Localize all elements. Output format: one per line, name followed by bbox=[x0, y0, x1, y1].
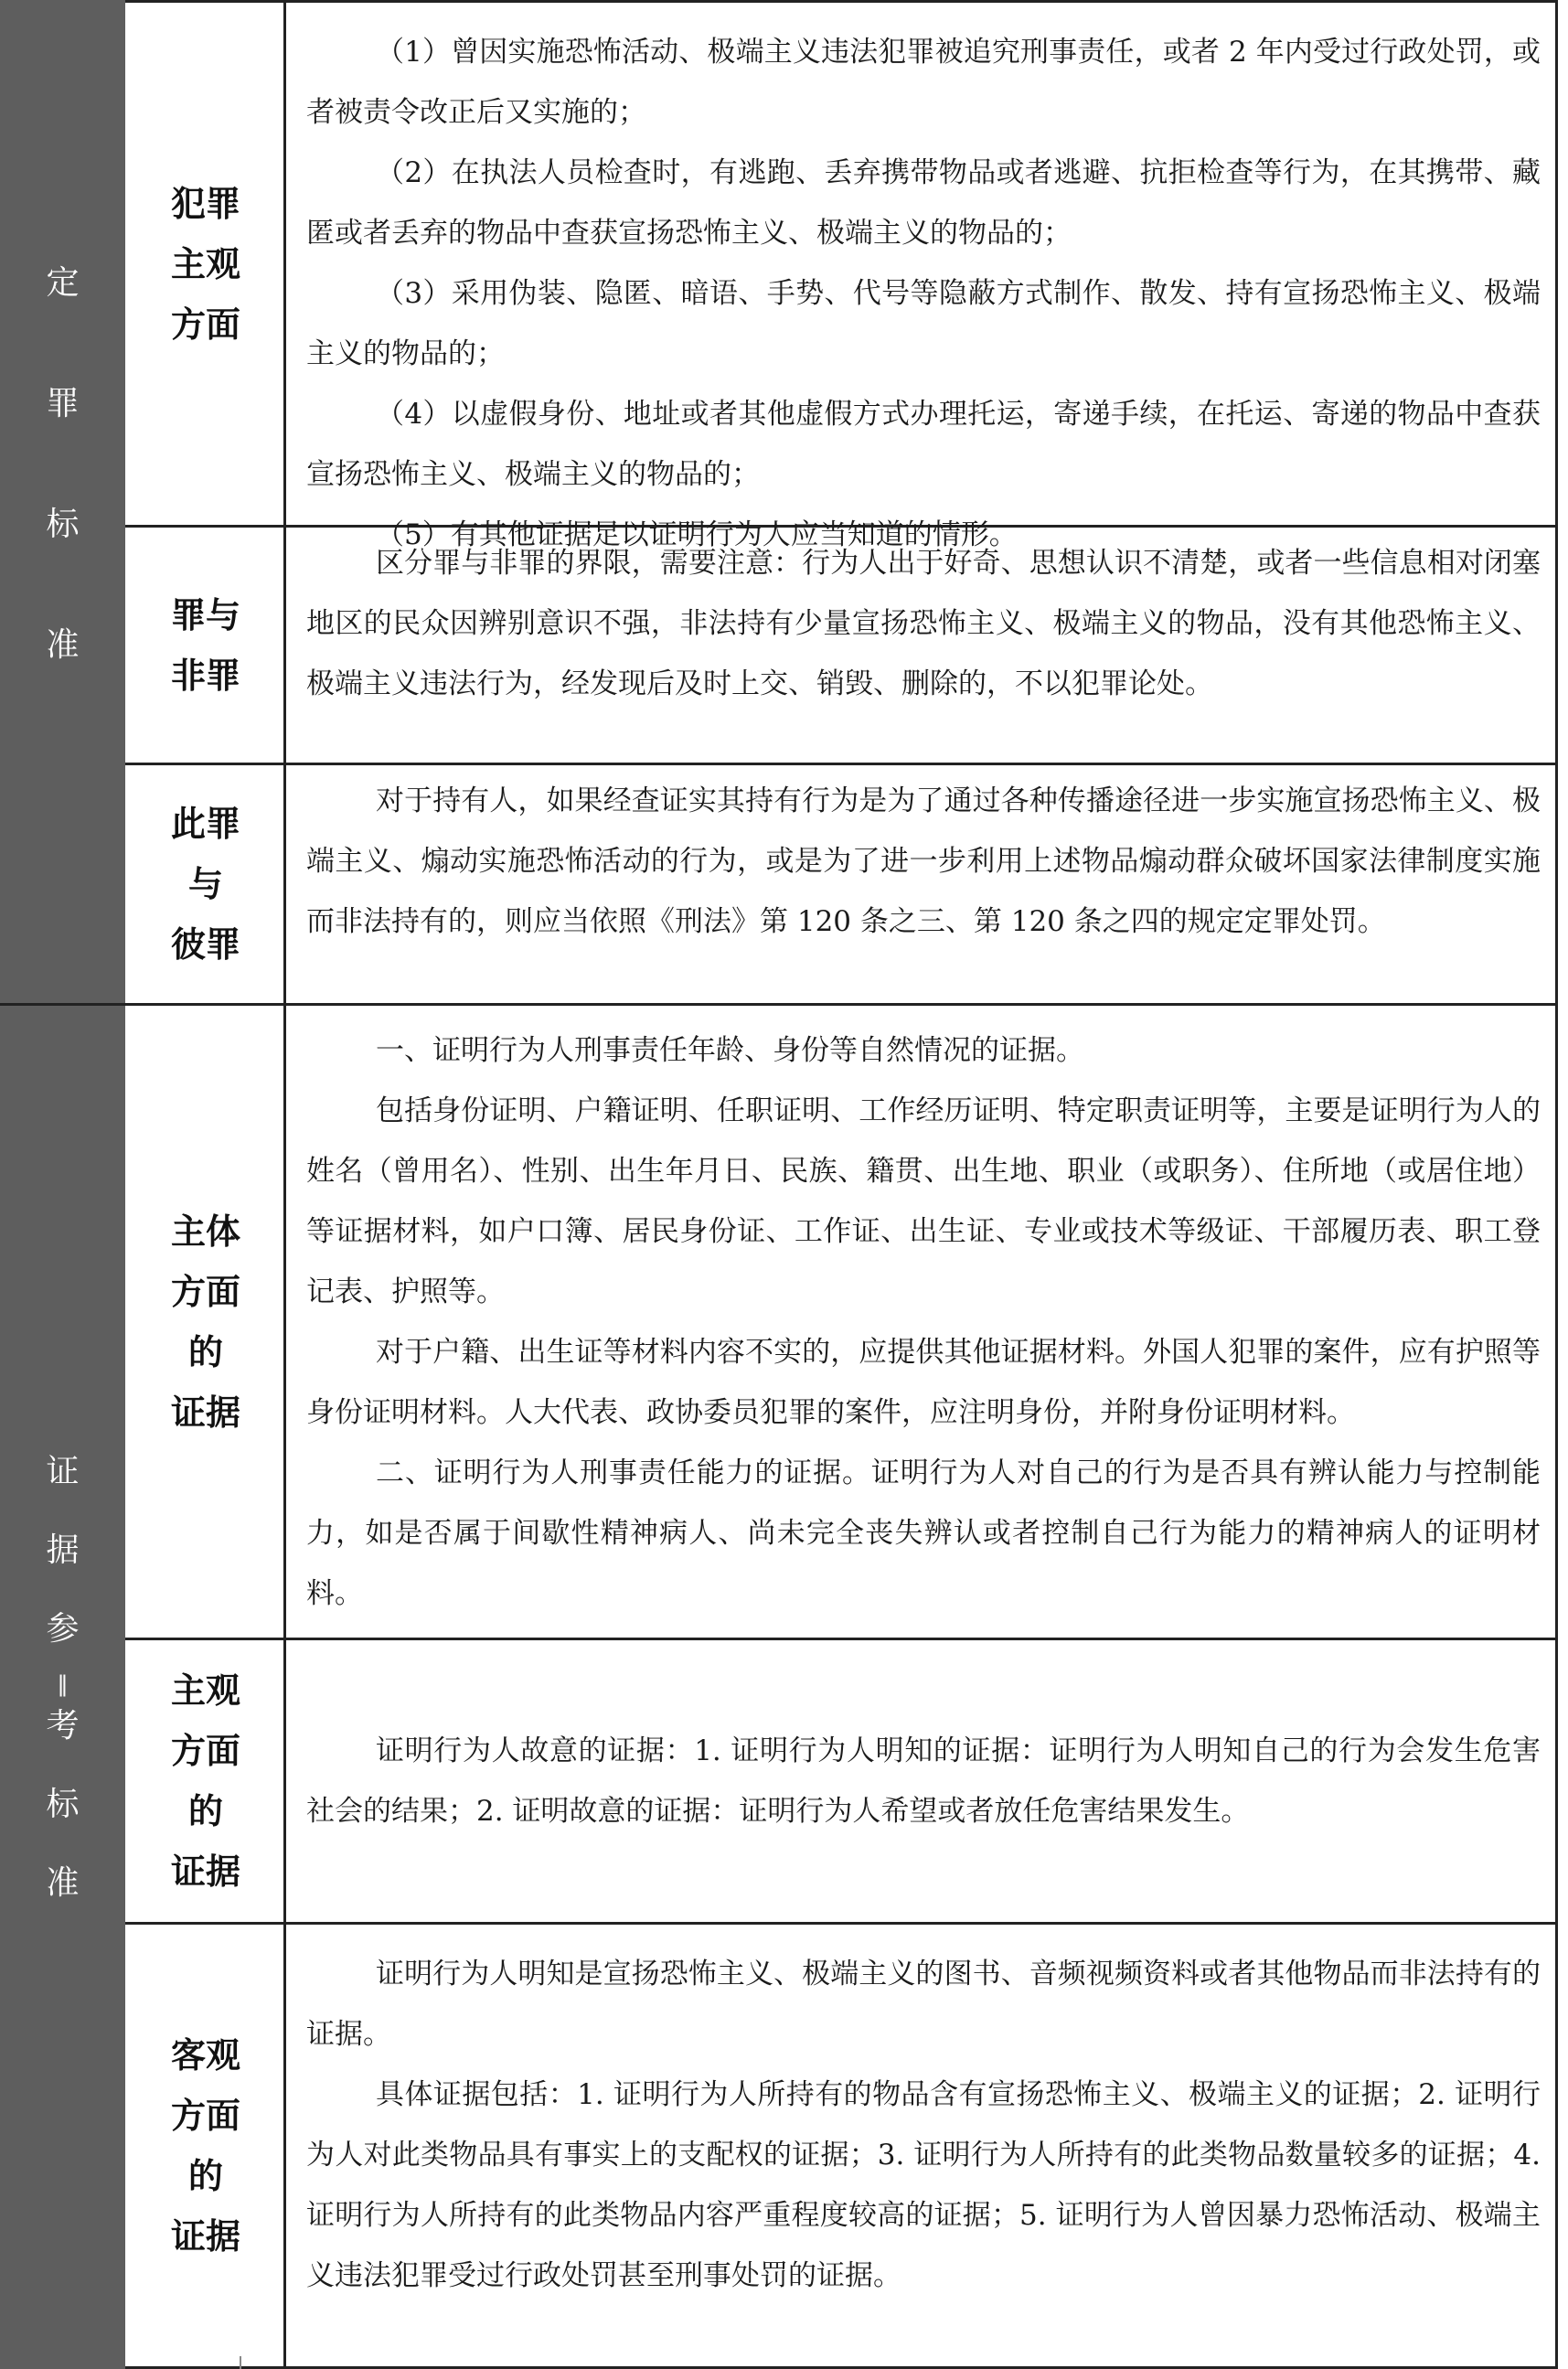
table-foot-mark bbox=[240, 2356, 241, 2369]
section-label-evidence-reference-standard bbox=[0, 1006, 125, 2369]
paragraph: （4）以虚假身份、地址或者其他虚假方式办理托运，寄递手续，在托运、寄递的物品中查获宣扬恐怖主义、极端主义的物品的； bbox=[306, 398, 1541, 491]
paragraph: 二、证明行为人刑事责任能力的证据。证明行为人对自己的行为是否具有辨认能力与控制能力，如是否属于间歇性精神病人、尚未完全丧失辨认或者控制自己行为能力的精神病人的证明材料。 bbox=[306, 1457, 1541, 1610]
category-label: 主观 方面 的 证据 bbox=[170, 1670, 240, 1892]
row-content bbox=[306, 1020, 1541, 1624]
category-label: 此罪 与 彼罪 bbox=[170, 804, 240, 965]
row-category-subjective-aspect bbox=[128, 3, 283, 525]
section-label-char: 证 bbox=[46, 1453, 80, 1490]
paragraph: （5）有其他证据足以证明行为人应当知道的情形。 bbox=[376, 518, 1018, 551]
section-label-char: 准 bbox=[46, 1864, 80, 1902]
paragraph: 具体证据包括：1. 证明行为人所持有的物品含有宣扬恐怖主义、极端主义的证据；2. 证明行为人对此类物品具有事实上的支配权的证据；3. 证明行为人所持有的此类物品数量较多的证据；4. 证明行为人所持有的此类物品内容严重程度较高的证据；5. 证明行为人曾因暴力恐怖活动、极端主义违法犯罪受过行政处罚甚至刑事处罚的证据。 bbox=[306, 2078, 1541, 2292]
section-label-char: 标 bbox=[46, 506, 80, 543]
paragraph: 对于持有人，如果经查证实其持有行为是为了通过各种传播途径进一步实施宣扬恐怖主义、极端主义、煽动实施恐怖活动的行为，或是为了进一步利用上述物品煽动群众破坏国家法律制度实施而非法持有的，则应当依照《刑法》第 120 条之三、第 120 条之四的规定定罪处罚。 bbox=[306, 784, 1541, 938]
table-border-right bbox=[1555, 0, 1558, 2369]
category-label: 客观 方面 的 证据 bbox=[170, 2034, 240, 2257]
row-content bbox=[306, 1944, 1541, 2306]
row-divider bbox=[125, 1922, 1558, 1925]
category-label: 主体 方面 的 证据 bbox=[170, 1211, 240, 1433]
paragraph: 区分罪与非罪的界限，需要注意：行为人出于好奇、思想认识不清楚，或者一些信息相对闭塞地区的民众因辨别意识不强，非法持有少量宣扬恐怖主义、极端主义的物品，没有其他恐怖主义、极端主义违法行为，经发现后及时上交、销毁、删除的，不以犯罪论处。 bbox=[306, 547, 1541, 700]
paragraph: 证明行为人故意的证据：1. 证明行为人明知的证据：证明行为人明知自己的行为会发生危害社会的结果；2. 证明故意的证据：证明行为人希望或者放任危害结果发生。 bbox=[306, 1734, 1541, 1828]
paragraph: （1）曾因实施恐怖活动、极端主义违法犯罪被追究刑事责任，或者 2 年内受过行政处罚，或者被责令改正后又实施的； bbox=[306, 36, 1541, 129]
row-category-subjective-evidence bbox=[128, 1640, 283, 1922]
paragraph: （2）在执法人员检查时，有逃跑、丢弃携带物品或者逃避、抗拒检查等行为，在其携带、藏匿或者丢弃的物品中查获宣扬恐怖主义、极端主义的物品的； bbox=[306, 156, 1541, 250]
section-label-char: 据 bbox=[46, 1531, 80, 1569]
row-content bbox=[306, 533, 1541, 714]
section-label-char: 准 bbox=[46, 626, 80, 664]
row-category-subject-evidence bbox=[128, 1006, 283, 1638]
row-content bbox=[306, 771, 1541, 952]
paragraph: 证明行为人明知是宣扬恐怖主义、极端主义的图书、音频视频资料或者其他物品而非法持有的证据。 bbox=[306, 1958, 1541, 2051]
row-divider bbox=[125, 763, 1558, 765]
section-label-conviction-standard bbox=[0, 0, 125, 1003]
section-label-char: 罪 bbox=[46, 385, 80, 422]
row-content bbox=[306, 22, 1541, 565]
section-label-char: ‖ bbox=[57, 1671, 69, 1697]
category-label: 罪与 非罪 bbox=[170, 594, 240, 696]
section-label-char: 定 bbox=[46, 264, 80, 302]
paragraph: 包括身份证明、户籍证明、任职证明、工作经历证明、特定职责证明等，主要是证明行为人的姓名（曾用名）、性别、出生年月日、民族、籍贯、出生地、职业（或职务）、住所地（或居住地）等证据材料，如户口簿、居民身份证、工作证、出生证、专业或技术等级证、干部履历表、职工登记表、护照等。 bbox=[306, 1094, 1541, 1308]
section-label-char: 考 bbox=[46, 1707, 80, 1745]
category-label: 犯罪 主观 方面 bbox=[170, 183, 240, 345]
section-label-char: 参 bbox=[46, 1610, 80, 1648]
row-content bbox=[306, 1640, 1541, 1922]
section-label-char: 标 bbox=[46, 1786, 80, 1823]
paragraph: （3）采用伪装、隐匿、暗语、手势、代号等隐蔽方式制作、散发、持有宣扬恐怖主义、极端主义的物品的； bbox=[306, 277, 1541, 370]
table-border-top bbox=[125, 0, 1558, 3]
table-divider bbox=[283, 0, 286, 2369]
paragraph: 对于户籍、出生证等材料内容不实的，应提供其他证据材料。外国人犯罪的案件，应有护照等身份证明材料。人大代表、政协委员犯罪的案件，应注明身份，并附身份证明材料。 bbox=[306, 1336, 1541, 1429]
row-category-objective-evidence bbox=[128, 1925, 283, 2366]
row-category-crime-vs-noncrime bbox=[128, 528, 283, 763]
paragraph: 一、证明行为人刑事责任年龄、身份等自然情况的证据。 bbox=[376, 1034, 1084, 1067]
row-category-this-crime-vs-other bbox=[128, 765, 283, 1003]
